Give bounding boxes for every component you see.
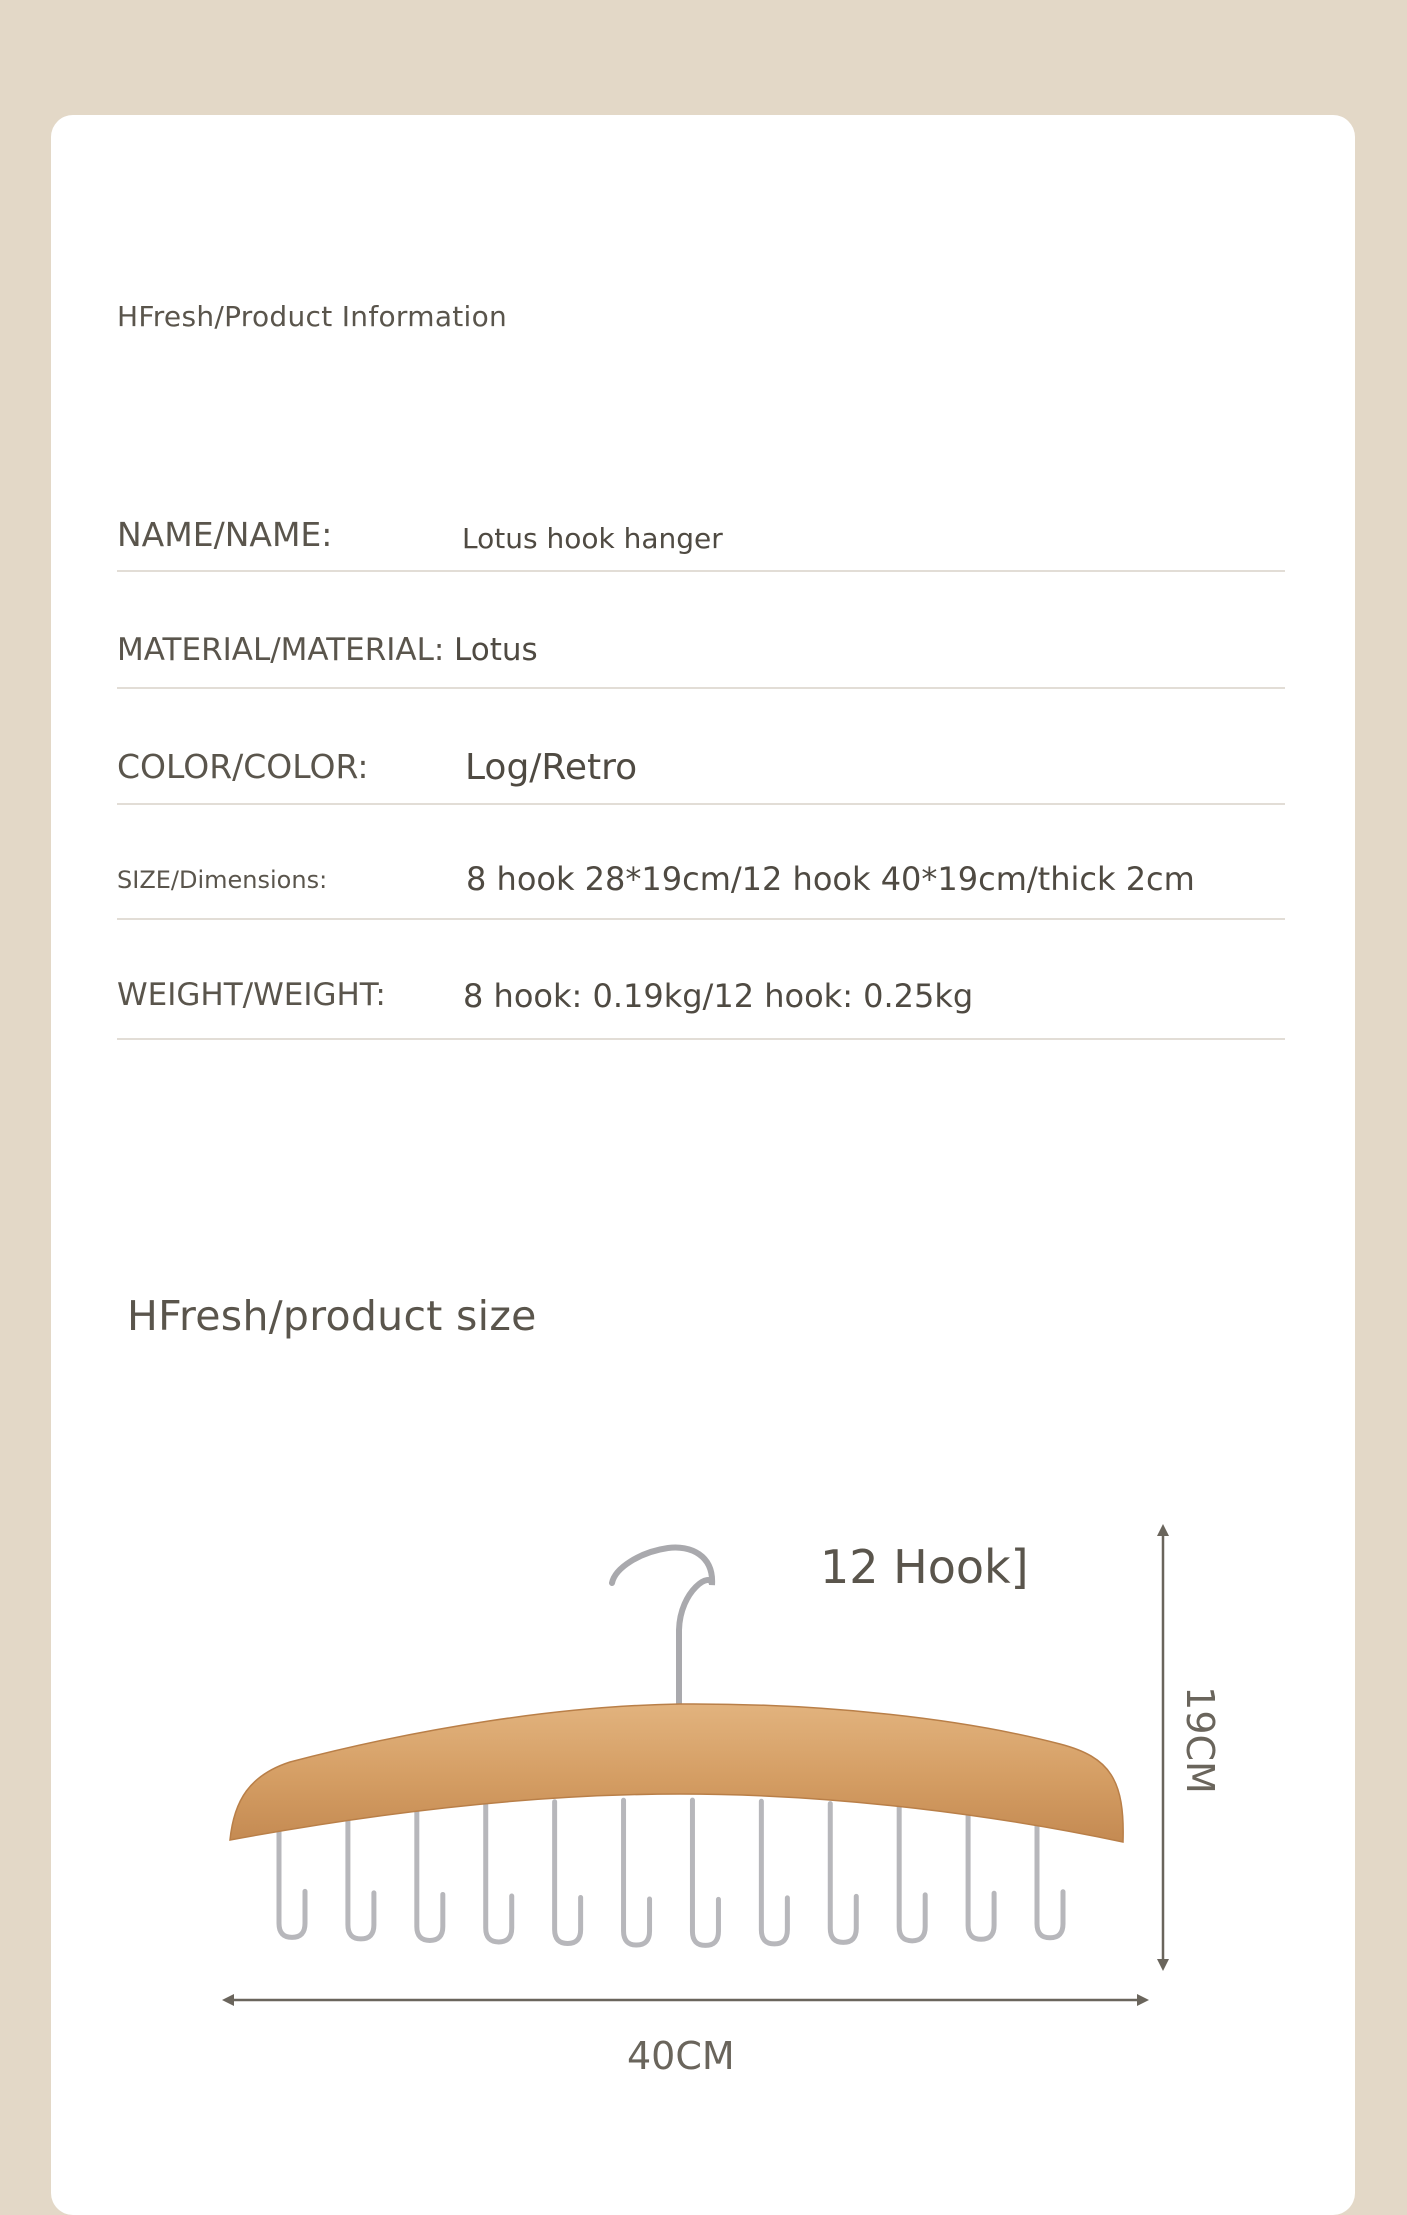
size-row (117, 850, 1285, 920)
product-size-heading: HFresh/product size (127, 1292, 537, 1340)
material-label: MATERIAL/MATERIAL: (117, 632, 445, 668)
weight-value: 8 hook: 0.19kg/12 hook: 0.25kg (463, 977, 974, 1015)
hook-count-label: 12 Hook] (820, 1540, 1029, 1594)
name-label: NAME/NAME: (117, 515, 333, 554)
color-row (117, 735, 1285, 805)
color-label: COLOR/COLOR: (117, 747, 369, 786)
size-label: SIZE/Dimensions: (117, 866, 328, 894)
material-value: Lotus (454, 632, 538, 668)
name-value: Lotus hook hanger (462, 522, 723, 555)
content-card (51, 115, 1355, 2215)
material-row (117, 620, 1285, 689)
name-row (117, 500, 1285, 572)
color-value: Log/Retro (465, 747, 638, 788)
size-value: 8 hook 28*19cm/12 hook 40*19cm/thick 2cm (466, 860, 1195, 898)
weight-label: WEIGHT/WEIGHT: (117, 977, 386, 1013)
weight-row (117, 965, 1285, 1040)
width-dimension-label: 40CM (627, 2034, 735, 2078)
product-information-heading: HFresh/Product Information (117, 300, 508, 333)
height-dimension-label: 19CM (1178, 1686, 1222, 1794)
